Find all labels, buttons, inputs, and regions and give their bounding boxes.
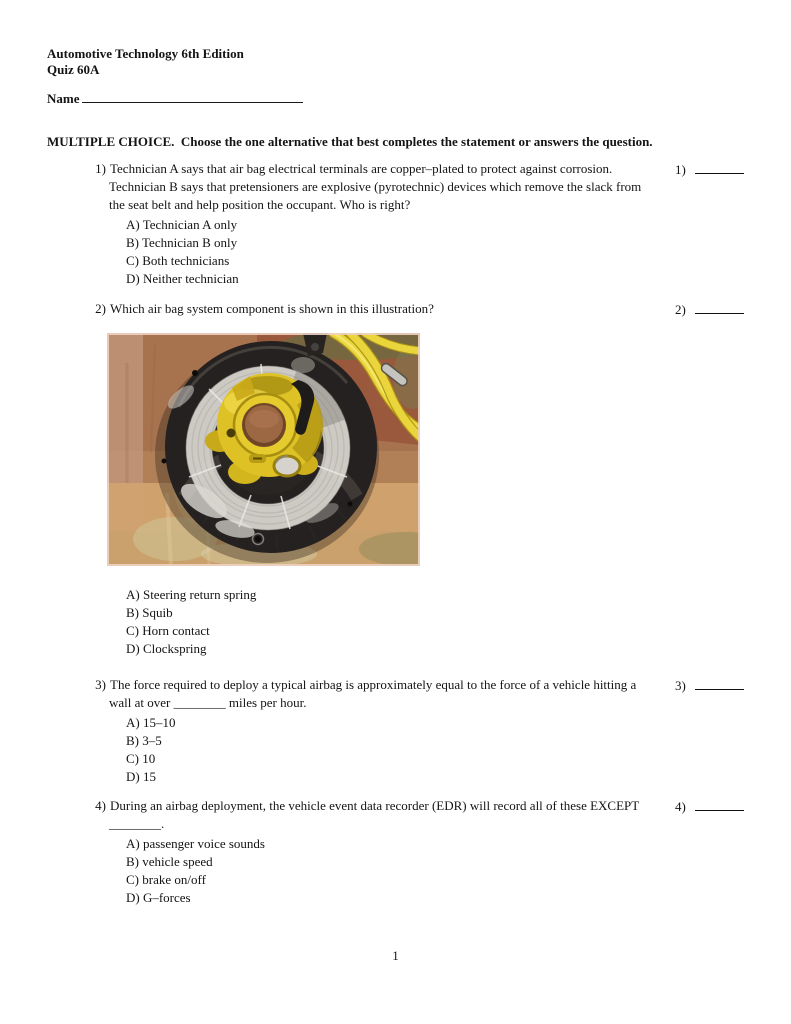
question-1-text-line <box>89 160 659 214</box>
answer-stub-2 <box>675 300 744 319</box>
question-3-text: The force required to deploy a typical airbag is approximately equal to the force of a vehicle hitting a wall at over ________ miles per hour. <box>109 677 637 710</box>
answer-blank-line-1[interactable] <box>695 160 744 174</box>
option-line: C) 10 <box>126 751 156 766</box>
name-row <box>47 89 303 107</box>
question-3-number: 3) <box>95 677 106 692</box>
clockspring-photo <box>107 333 420 566</box>
option-line: D) G–forces <box>126 890 191 905</box>
question-3-options <box>126 714 659 786</box>
question-2-text-line <box>89 300 659 318</box>
answer-stub-1-number: 1) <box>675 162 686 177</box>
option-line: A) Technician A only <box>126 217 238 232</box>
question-4-options <box>126 835 659 907</box>
option-line: B) vehicle speed <box>126 854 213 869</box>
answer-stub-1 <box>675 160 744 179</box>
answer-blank-line-4[interactable] <box>695 797 744 811</box>
question-4-text-line <box>89 797 659 833</box>
name-blank-line[interactable] <box>82 89 303 103</box>
question-block-3 <box>89 676 659 786</box>
name-label: Name <box>47 91 80 106</box>
question-1-options <box>126 216 659 288</box>
option-line: A) Steering return spring <box>126 587 257 602</box>
document-title: Automotive Technology 6th Edition <box>47 46 244 61</box>
option-line: D) Clockspring <box>126 641 207 656</box>
option-line: B) Squib <box>126 605 173 620</box>
page-number: 1 <box>392 948 399 963</box>
question-block-1 <box>89 160 659 288</box>
answer-blank-line-3[interactable] <box>695 676 744 690</box>
option-line: B) 3–5 <box>126 733 162 748</box>
quiz-number: Quiz 60A <box>47 62 100 77</box>
answer-blank-line-2[interactable] <box>695 300 744 314</box>
option-line: C) brake on/off <box>126 872 206 887</box>
answer-stub-4-number: 4) <box>675 799 686 814</box>
option-line: D) Neither technician <box>126 271 239 286</box>
question-2-number: 2) <box>95 301 106 316</box>
question-3-text-line <box>89 676 659 712</box>
question-4-number: 4) <box>95 798 106 813</box>
option-line: A) passenger voice sounds <box>126 836 265 851</box>
question-2-text: Which air bag system component is shown in this illustration? <box>110 301 434 316</box>
question-1-number: 1) <box>95 161 106 176</box>
option-line: D) 15 <box>126 769 156 784</box>
option-line: C) Both technicians <box>126 253 230 268</box>
answer-stub-4 <box>675 797 744 816</box>
clockspring-photo-svg <box>107 333 420 566</box>
question-block-4 <box>89 797 659 907</box>
answer-stub-2-number: 2) <box>675 302 686 317</box>
answer-stub-3 <box>675 676 744 695</box>
section-heading: MULTIPLE CHOICE. Choose the one alternative that best completes the statement or answers the question. <box>47 134 653 149</box>
option-line: A) 15–10 <box>126 715 176 730</box>
question-2-options <box>126 586 256 658</box>
question-1-text: Technician A says that air bag electrical terminals are copper–plated to protect against corrosion. Technician B says that pretensioners are explosive (pyrotechnic) devices which remove the slack from the seat belt and help position the occupant. Who is right? <box>109 161 642 212</box>
answer-stub-3-number: 3) <box>675 678 686 693</box>
option-line: C) Horn contact <box>126 623 210 638</box>
document-header <box>47 46 244 78</box>
question-block-2 <box>89 300 659 318</box>
question-4-text: During an airbag deployment, the vehicle event data recorder (EDR) will record all of these EXCEPT ________. <box>109 798 639 831</box>
option-line: B) Technician B only <box>126 235 238 250</box>
